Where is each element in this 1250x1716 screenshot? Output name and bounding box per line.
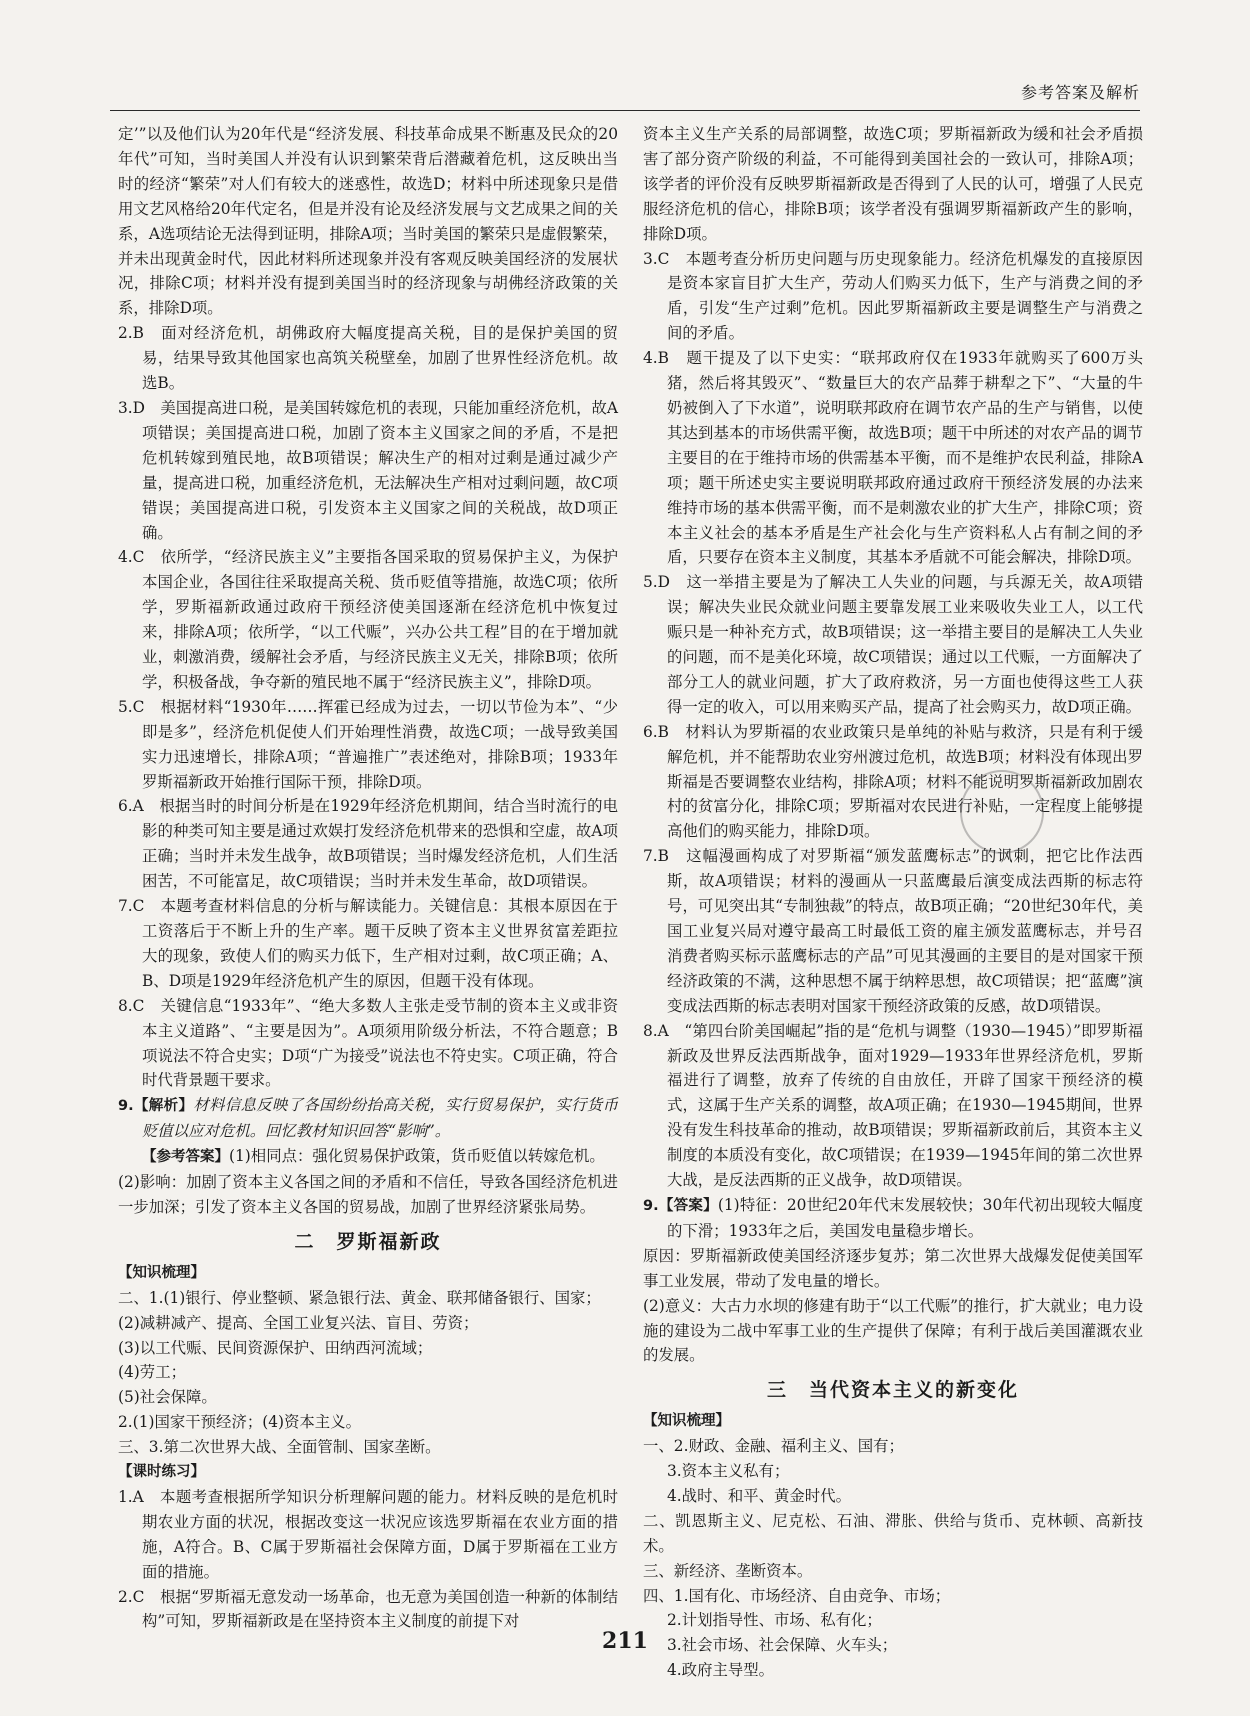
knowledge-line: 一、2.财政、金融、福利主义、国有； <box>643 1437 904 1456</box>
q9-answer-text: (1)相同点：强化贸易保护政策，货币贬值以转嫁危机。 <box>229 1147 605 1166</box>
knowledge-line: 三、3.第二次世界大战、全面管制、国家垄断。 <box>118 1438 441 1457</box>
q9-label: 9.【解析】 <box>118 1098 194 1115</box>
q9-part2: (2)意义：大古力水坝的修建有助于“以工代赈”的推行，扩大就业；电力设施的建设为二战中军事工业的生产提供了保障；有利于战后美国灌溉农业的发展。 <box>643 1296 1143 1365</box>
answer-item: 6.B 材料认为罗斯福的农业政策只是单纯的补贴与救济，只是有利于缓解危机，并不能帮助农业穷州渡过危机，故选B项；材料没有体现出罗斯福是否要调整农业结构，排除A项；材料不能说明罗斯福新政加剧农村的贫富分化，排除C项；罗斯福对农民进行补贴，一定程度上能够提高他们的购买能力，排除D项。 <box>643 722 1143 841</box>
knowledge-line: (4)劳工； <box>118 1363 186 1382</box>
knowledge-label: 【知识梳理】 <box>643 1413 730 1430</box>
knowledge-line: 4.政府主导型。 <box>667 1661 775 1680</box>
knowledge-line: 2.计划指导性、市场、私有化； <box>667 1611 882 1630</box>
answer-item: 8.A “第四台阶美国崛起”指的是“危机与调整（1930—1945）”即罗斯福新政及世界反法西斯战争，面对1929—1933年世界经济危机，罗斯福进行了调整，放弃了传统的自由放任，开辟了国家干预经济的模式，这属于生产关系的调整，故A项正确；在1930—1945期间，世界没有发生科技革命的推动，故B项错误；罗斯福新政前后，其资本主义制度的本质没有变化，故C项错误；在1939—1945年间的第二次世界大战，是反法西斯的正义战争，故D项错误。 <box>643 1021 1143 1190</box>
right-column <box>643 122 1143 1683</box>
knowledge-line: (2)减耕减产、提高、全国工业复兴法、盲目、劳资； <box>118 1313 479 1332</box>
practice-item: 2.C 根据“罗斯福无意发动一场革命，也无意为美国创造一种新的体制结构”可知，罗斯福新政是在坚持资本主义制度的前提下对 <box>118 1587 618 1631</box>
q9-reason: 原因：罗斯福新政使美国经济逐步复苏；第二次世界大战爆发促使美国军事工业发展，带动了发电量的增长。 <box>643 1246 1143 1290</box>
section-title: 三 当代资本主义的新变化 <box>766 1379 1019 1402</box>
right-intro-paragraph: 资本主义生产关系的局部调整，故选C项；罗斯福新政为缓和社会矛盾损害了部分资产阶级的利益，不可能得到美国社会的一致认可，排除A项；该学者的评价没有反映罗斯福新政是否得到了人民的认可，增强了人民克服经济危机的信心，排除B项；该学者没有强调罗斯福新政产生的影响，排除D项。 <box>643 125 1143 243</box>
answer-item: 4.C 依所学，“经济民族主义”主要指各国采取的贸易保护主义，为保护本国企业，各国往往采取提高关税、货币贬值等措施，故选C项；依所学，罗斯福新政通过政府干预经济使美国逐渐在经济危机中恢复过来，排除A项；依所学，“以工代赈”，兴办公共工程”目的在于增加就业，刺激消费，缓解社会矛盾，与经济民族主义无关，排除B项；依所学，积极备战，争夺新的殖民地不属于“经济民族主义”，排除D项。 <box>118 548 618 691</box>
knowledge-line: 3.社会市场、社会保障、火车头； <box>667 1636 898 1655</box>
practice-label: 【课时练习】 <box>118 1464 205 1481</box>
q9-answer-2: (2)影响：加剧了资本主义各国之间的矛盾和不信任，导致各国经济危机进一步加深；引发了资本主义各国的贸易战，加剧了世界经济紧张局势。 <box>118 1173 618 1216</box>
page-number: 211 <box>602 1628 648 1654</box>
answer-item: 2.B 面对经济危机，胡佛政府大幅度提高关税，目的是保护美国的贸易，结果导致其他国家也高筑关税壁垒，加剧了世界性经济危机。故选B。 <box>118 324 618 393</box>
answer-item: 5.C 根据材料“1930年……挥霍已经成为过去，一切以节俭为本”、“少即是多”，经济危机促使人们开始理性消费，故选C项；一战导致美国实力迅速增长，排除A项；“普遍推广”表述绝对，排除B项；1933年罗斯福新政开始推行国际干预，排除D项。 <box>118 697 618 791</box>
section-title: 二 罗斯福新政 <box>294 1230 442 1253</box>
knowledge-line: 2.(1)国家干预经济；(4)资本主义。 <box>118 1413 361 1432</box>
knowledge-line: (5)社会保障。 <box>118 1388 217 1407</box>
q9-analysis <box>118 1093 618 1144</box>
q9-part1: (1)特征：20世纪20年代末发展较快；30年代初出现较大幅度的下滑；1933年之后，美国发电量稳步增长。 <box>667 1195 1143 1240</box>
left-intro-paragraph: 定’”以及他们认为20年代是“经济发展、科技革命成果不断惠及民众的20年代”可知，当时美国人并没有认识到繁荣背后潜藏着危机，这反映出当时的经济“繁荣”对人们有较大的迷惑性，故选D；材料中所述现象只是借用文艺风格给20年代定名，但是并没有论及经济发展与文艺成果之间的关系，A选项结论无法得到证明，排除A项；当时美国的繁荣只是虚假繁荣，并未出现黄金时代，因此材料所述现象并没有客观反映美国经济的发展状况，排除C项；材料并没有提到美国当时的经济现象与胡佛经济政策的关系，排除D项。 <box>118 125 618 318</box>
knowledge-label: 【知识梳理】 <box>118 1264 205 1281</box>
knowledge-line: 3.资本主义私有； <box>667 1462 790 1481</box>
q9-label: 9.【答案】 <box>643 1197 718 1214</box>
knowledge-line: (3)以工代赈、民间资源保护、田纳西河流域； <box>118 1338 433 1357</box>
q9-answer <box>643 1193 1143 1244</box>
answer-item: 5.D 这一举措主要是为了解决工人失业的问题，与兵源无关，故A项错误；解决失业民众就业问题主要靠发展工业来吸收失业工人，以工代赈只是一种补充方式，故B项错误；这一举措主要目的是解决工人失业的问题，而不是美化环境，故C项错误；通过以工代赈，一方面解决了部分工人的就业问题，扩大了政府救济，另一方面也使得这些工人获得一定的收入，可以用来购买产品，提高了社会购买力，故D项正确。 <box>643 573 1143 716</box>
practice-item: 1.A 本题考查根据所学知识分析理解问题的能力。材料反映的是危机时期农业方面的状况，根据改变这一状况应该选罗斯福在农业方面的措施，A符合。B、C属于罗斯福社会保障方面，D属于罗斯福在工业方面的措施。 <box>118 1487 618 1581</box>
page-header: 参考答案及解析 <box>1020 83 1140 102</box>
knowledge-line: 四、1.国有化、市场经济、自由竞争、市场； <box>643 1586 951 1605</box>
answer-item: 7.B 这幅漫画构成了对罗斯福“颁发蓝鹰标志”的讽刺，把它比作法西斯，故A项错误；材料的漫画从一只蓝鹰最后演变成法西斯的标志符号，可见突出其“专制独裁”的特点，故B项正确；“20世纪30年代，美国工业复兴局对遵守最高工时最低工资的雇主颁发蓝鹰标志，并号召消费者购买标示蓝鹰标志的产品”可见其漫画的主要目的是对国家干预经济政策的不满，这种思想不属于纳粹思想，故C项错误；把“蓝鹰”演变成法西斯的标志表明对国家干预经济政策的反感，故D项错误。 <box>643 847 1143 1015</box>
answer-item: 7.C 本题考查材料信息的分析与解读能力。关键信息：其根本原因在于工资落后于不断上升的生产率。题干反映了资本主义世界贫富差距拉大的现象，致使人们的购买力低下，生产相对过剩，故C项正确；A、B、D项是1929年经济危机产生的原因，但题干没有体现。 <box>118 897 618 990</box>
knowledge-line: 三、新经济、垄断资本。 <box>643 1561 813 1580</box>
knowledge-line: 4.战时、和平、黄金时代。 <box>667 1486 851 1505</box>
knowledge-line: 二、凯恩斯主义、尼克松、石油、滞胀、供给与货币、克林顿、高新技术。 <box>643 1511 1143 1555</box>
watermark-stamp <box>960 770 1044 854</box>
answer-item: 3.C 本题考查分析历史问题与历史现象能力。经济危机爆发的直接原因是资本家盲目扩大生产，劳动人们购买力低下，生产与消费之间的矛盾，引发“生产过剩”危机。因此罗斯福新政主要是调整生产与消费之间的矛盾。 <box>643 249 1143 343</box>
answer-item: 3.D 美国提高进口税，是美国转嫁危机的表现，只能加重经济危机，故A项错误；美国提高进口税，加剧了资本主义国家之间的矛盾，不是把危机转嫁到殖民地，故B项错误；解决生产的相对过剩是通过减少产量，提高进口税，加重经济危机，无法解决生产相对过剩问题，故C项错误；美国提高进口税，引发资本主义国家之间的关税战，故D项正确。 <box>118 398 618 542</box>
answer-item: 4.B 题干提及了以下史实：“联邦政府仅在1933年就购买了600万头猪，然后将其毁灭”、“数量巨大的农产品葬于耕犁之下”、“大量的牛奶被倒入了下水道”，说明联邦政府在调节农产品的生产与销售，以使其达到基本的市场供需平衡，故选B项；题干中所述的对农产品的调节主要目的在于维持市场的供需基本平衡，而不是维护农民利益，排除A项；题干所述史实主要说明联邦政府通过政府干预经济发展的办法来维持市场的基本供需平衡，而不是刺激农业的扩大生产，排除C项；资本主义社会的基本矛盾是生产社会化与生产资料私人占有制之间的矛盾，只要存在资本主义制度，其基本矛盾就不可能会解决，排除D项。 <box>643 349 1143 567</box>
q9-analysis-text: 材料信息反映了各国纷纷抬高关税，实行贸易保护，实行货币贬值以应对危机。回忆教材知识回答“影响”。 <box>142 1096 618 1141</box>
answer-item: 8.C 关键信息“1933年”、“绝大多数人主张走受节制的资本主义或非资本主义道路”、“主要是因为”。A项须用阶级分析法，不符合题意；B项说法不符合史实；D项“广为接受”说法也不符史实。C项正确，符合时代背景题干要求。 <box>118 996 618 1090</box>
q9-answer <box>118 1144 618 1170</box>
header-rule <box>110 110 1140 111</box>
left-column <box>118 122 618 1634</box>
knowledge-line: 二、1.(1)银行、停业整顿、紧急银行法、黄金、联邦储备银行、国家； <box>118 1288 601 1307</box>
q9-answer-label: 【参考答案】 <box>142 1149 229 1166</box>
answer-item: 6.A 根据当时的时间分析是在1929年经济危机期间，结合当时流行的电影的种类可知主要是通过欢娱打发经济危机带来的恐惧和空虚，故A项正确；当时并未发生战争，故B项错误；当时爆发经济危机，人们生活困苦，不可能富足，故C项错误；当时并未发生革命，故D项错误。 <box>118 797 618 891</box>
